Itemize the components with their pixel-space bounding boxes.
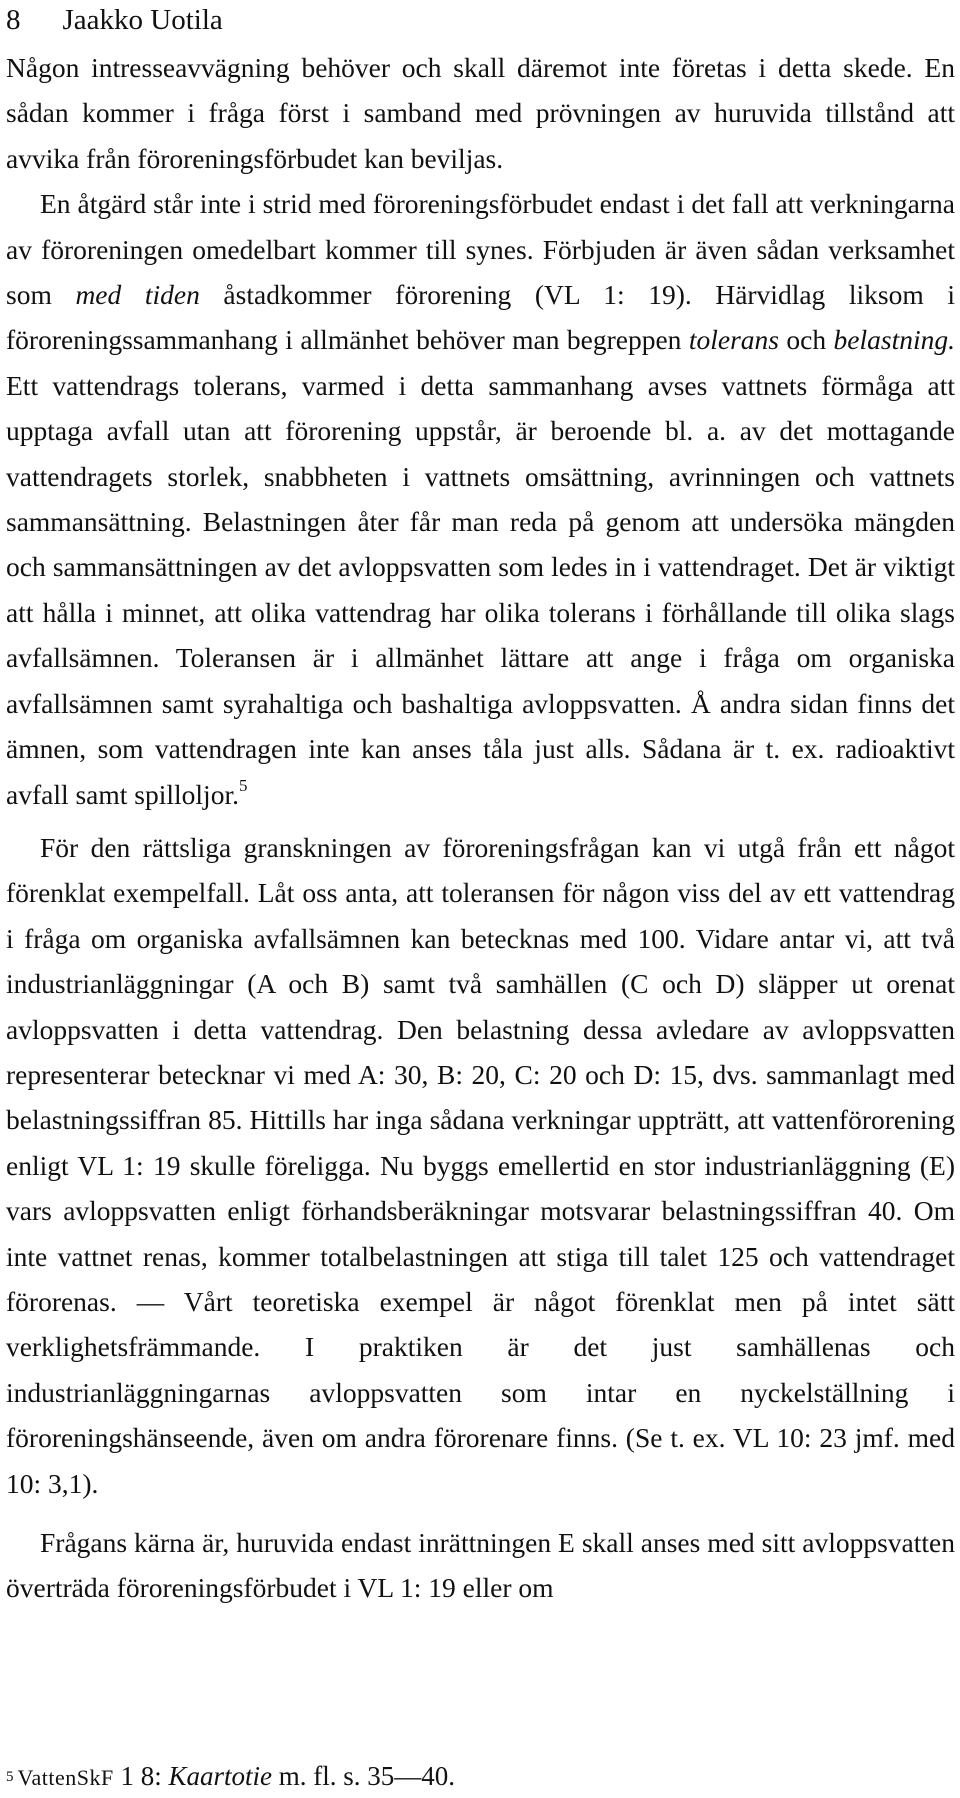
- footnote-title: Kaartotie: [168, 1761, 272, 1791]
- paragraph-2-part-4: Ett vattendrags tolerans, varmed i detta sammanhang avses vattnets förmåga att upptaga avfall utan att förorening uppstår, är beroende bl. a. av det mottagande vattendragets storlek, snabbheten i vattnets omsättning, avrinningen och vattnets sammansättning. Belastningen åter får man reda på genom att undersöka mängden och sammansättningen av det avloppsvatten som ledes in i vattendraget. Det är viktigt att hålla i minnet, att olika vattendrag har olika tolerans i förhållande till olika slags avfallsämnen. Toleransen är i allmänhet lättare att ange i fråga om organiska avfallsämnen samt syrahaltiga och bashaltiga avloppsvatten. Å andra sidan finns det ämnen, som vattendragen inte kan anses tåla just alls. Sådana är t. ex. radioaktivt avfall samt spilloljor.: [6, 369, 955, 810]
- running-head: [6, 0, 223, 40]
- footnote: [6, 1756, 455, 1796]
- term-belastning: belastning.: [833, 324, 955, 356]
- footnote-number: 5: [6, 1769, 14, 1785]
- footnote-ref: 1 8:: [120, 1761, 162, 1791]
- running-head-author: Jaakko Uotila: [62, 4, 223, 36]
- body-text: [6, 45, 955, 1611]
- footnote-pages: m. fl. s. 35—40.: [278, 1761, 455, 1791]
- paragraph-2-part-1: En åtgärd står inte i strid med föroreningsförbudet endast i det fall att verkningarna av föroreningen omedelbart kommer till synes. Förbjuden är även sådan verksamhet som: [6, 188, 955, 311]
- page-number: 8: [6, 4, 21, 36]
- paragraph-3: För den rättsliga granskningen av föroreningsfrågan kan vi utgå från ett något förenklat exempelfall. Låt oss anta, att toleransen för någon viss del av ett vattendrag i fråga om organiska avfallsämnen kan betecknas med 100. Vidare antar vi, att två industrianläggningar (A och B) samt två samhällen (C och D) släpper ut orenat avloppsvatten i detta vattendrag. Den belastning dessa avledare av avloppsvatten representerar betecknar vi med A: 30, B: 20, C: 20 och D: 15, dvs. sammanlagt med belastningssiffran 85. Hittills har inga sådana verkningar uppträtt, att vattenförorening enligt VL 1: 19 skulle föreligga. Nu byggs emellertid en stor industrianläggning (E) vars avloppsvatten enligt förhandsberäkningar motsvarar belastningssiffran 40. Om inte vattnet renas, kommer totalbelastningen att stiga till talet 125 och vattendraget förorenas. — Vårt teoretiska exempel är något förenklat men på intet sätt verklighetsfrämmande. I praktiken är det just samhällenas och industrianläggningarnas avloppsvatten som intar en nyckelställning i föroreningshänseende, även om andra förorenare finns. (Se t. ex. VL 10: 23 jmf. med 10: 3,1).: [6, 831, 955, 1499]
- document-page: [6, 0, 955, 1797]
- term-tolerans: tolerans: [688, 324, 779, 356]
- term-med-tiden: med tiden: [75, 279, 200, 311]
- paragraph-1: Någon intresseavvägning behöver och skall däremot inte företas i detta skede. En sådan kommer i fråga först i samband med prövningen av huruvida tillstånd att avvika från föroreningsförbudet kan beviljas.: [6, 52, 955, 174]
- footnote-source: VattenSkF: [17, 1765, 114, 1790]
- paragraph-4: Frågans kärna är, huruvida endast inrättningen E skall anses med sitt avloppsvatten överträda föroreningsförbudet i VL 1: 19 eller om: [6, 1527, 955, 1604]
- paragraph-2-part-3: och: [778, 324, 834, 356]
- paragraph-2-part-2: åstadkommer förorening (VL 1: 19). Härvidlag liksom i föroreningssammanhang i allmänhet behöver man begreppen: [6, 279, 955, 356]
- footnote-reference[interactable]: 5: [238, 775, 248, 795]
- paragraph-2: [6, 181, 955, 817]
